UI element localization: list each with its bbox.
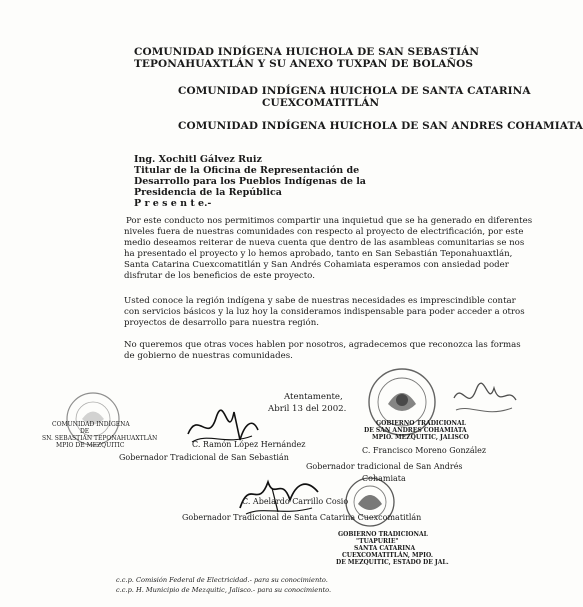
signatory2-name: C. Francisco Moreno González <box>362 446 487 455</box>
stamp-bottom-line3: SANTA CATARINA <box>354 545 416 552</box>
body-p3-line1: No queremos que otras voces hablen por nosotros, agradecemos que reconozca las formas <box>124 340 521 350</box>
stamp-right-line2: DE SAN ANDRES COHAMIATA <box>364 427 467 434</box>
header-santa-catarina-line1: COMUNIDAD INDÍGENA HUICHOLA DE SANTA CATARINA <box>178 85 531 97</box>
stamp-bottom-line1: GOBIERNO TRADICIONAL <box>338 531 428 538</box>
body-p1-line6: disfrutar de los beneficios de este proyecto. <box>124 271 315 281</box>
signatory2-title: Gobernador tradicional de San Andrés <box>306 462 463 471</box>
stamp-right-line1: GOBIERNO TRADICIONAL <box>376 420 466 427</box>
body-p1-line4: ha presentado el proyecto y lo hemos aprobado, tanto en San Sebastián Teponahuaxtlán, <box>124 249 513 259</box>
addressee-title-line2: Desarrollo para los Pueblos Indígenas de la <box>134 176 366 187</box>
closing-atentamente: Atentamente, <box>284 392 343 402</box>
stamp-bottom-line2: "TUAPURIE" <box>356 538 399 545</box>
stamp-bottom-line4: CUEXCOMATITLÁN, MPIO. <box>342 552 433 559</box>
signatory3-name: C. Abelardo Carrillo Cosio <box>242 497 349 506</box>
addressee-name: Ing. Xochitl Gálvez Ruiz <box>134 154 262 165</box>
stamp-left-line2: DE <box>80 428 90 435</box>
body-p1-line1: Por este conducto nos permitimos compartir una inquietud que se ha generado en diferentes <box>126 216 533 226</box>
closing-date: Abril 13 del 2002. <box>268 404 347 414</box>
header-santa-catarina-line2: CUEXCOMATITLÁN <box>262 97 380 109</box>
stamp-left-line3: SN. SEBASTIÁN TEPONAHUAXTLÁN <box>42 435 158 442</box>
signatory2-title-line2: Cohamiata <box>362 474 406 483</box>
stamp-left-line1: COMUNIDAD INDÍGENA <box>52 421 130 428</box>
body-p1-line5: Santa Catarina Cuexcomatitlán y San Andrés Cohamiata esperamos con ansiedad poder <box>124 260 509 270</box>
header-san-sebastian-line1: COMUNIDAD INDÍGENA HUICHOLA DE SAN SEBASTIÁN <box>134 46 480 58</box>
cc-line1: c.c.p. Comisión Federal de Electricidad.- para su conocimiento. <box>116 576 328 584</box>
addressee-title-line3: Presidencia de la República <box>134 187 282 198</box>
salutation-presente: P r e s e n t e.- <box>134 198 212 209</box>
stamp-right-line3: MPIO. MEZQUITIC, JALISCO <box>372 434 469 441</box>
addressee-title-line1: Titular de la Oficina de Representación de <box>134 165 360 176</box>
body-p3-line2: de gobierno de nuestras comunidades. <box>124 351 293 361</box>
header-san-andres: COMUNIDAD INDÍGENA HUICHOLA DE SAN ANDRES COHAMIATA <box>178 120 583 132</box>
stamp-santa-catarina-seal <box>338 472 402 536</box>
body-p1-line2: niveles fuera de nuestras comunidades con respecto al proyecto de electrificación, por este <box>124 227 524 237</box>
stamp-left-line4: MPIO DE MEZQUITIC <box>56 442 125 449</box>
body-p2-line1: Usted conoce la región indígena y sabe de nuestras necesidades es imprescindible contar <box>124 296 516 306</box>
signatory3-title: Gobernador Tradicional de Santa Catarina Cuexcomatitlán <box>182 513 422 522</box>
header-san-sebastian-line2: TEPONAHUAXTLÁN Y SU ANEXO TUXPAN DE BOLAÑOS <box>134 58 474 70</box>
signature-francisco-moreno <box>450 378 520 426</box>
body-p1-line3: medio deseamos reiterar de nueva cuenta que dentro de las asambleas comunitarias se nos <box>124 238 525 248</box>
signatory1-name: C. Ramón López Hernández <box>192 440 306 449</box>
body-p2-line3: proyectos de desarrollo para nuestra región. <box>124 318 319 328</box>
stamp-bottom-line5: DE MEZQUITIC, ESTADO DE JAL. <box>336 559 449 566</box>
cc-line2: c.c.p. H. Municipio de Mezquitic, Jalisco.- para su conocimiento. <box>116 586 332 594</box>
signatory1-title: Gobernador Tradicional de San Sebastián <box>119 453 289 462</box>
body-p2-line2: con servicios básicos y la luz hoy la consideramos indispensable para poder acceder a otros <box>124 307 525 317</box>
